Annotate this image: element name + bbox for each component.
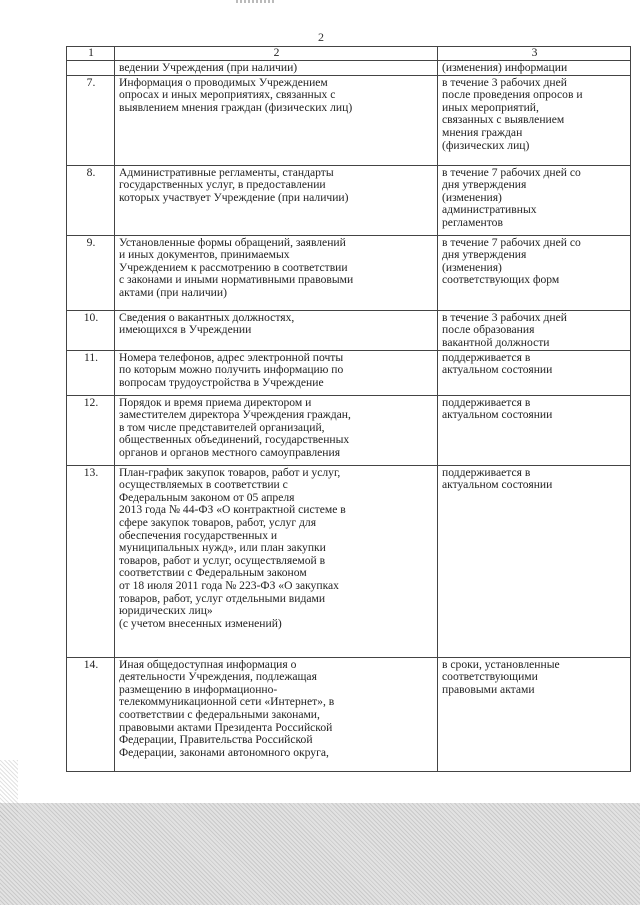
row-deadline-text: поддерживается в актуальном состоянии: [442, 395, 553, 422]
row-info-text: План-график закупок товаров, работ и услуг, осуществляемых в соответствии с Федеральным законом от 05 апреля 2013 года № 44-ФЗ «О контрактной системе в сфере закупок товаров, работ, услуг для обеспечения государственных и муниципальных нужд», или план закупки товаров, работ и услуг, осуществляемой в соответствии с Федеральным законом от 18 июля 2011 года № 223-ФЗ «О закупках товаров, работ, услуг отдельными видами юридических лиц» (с учетом внесенных изменений): [119, 465, 346, 630]
row-info: [115, 235, 438, 310]
row-number: 9.: [67, 235, 115, 310]
row-number: 8.: [67, 165, 115, 235]
row-deadline: [438, 350, 631, 395]
information-table: [66, 46, 631, 772]
row-deadline: [438, 310, 631, 350]
row-deadline: [438, 235, 631, 310]
table-row: [67, 75, 631, 165]
row-deadline-text: поддерживается в актуальном состоянии: [442, 350, 553, 377]
row-number: 13.: [67, 465, 115, 657]
table-row: [67, 310, 631, 350]
row-info: [115, 75, 438, 165]
row-info-text: Информация о проводимых Учреждением опросах и иных мероприятиях, связанных с выявлением мнения граждан (физических лиц): [119, 75, 353, 114]
row-deadline-text: поддерживается в актуальном состоянии: [442, 465, 553, 492]
scan-artifact-bottom: [0, 803, 640, 905]
row-info: [115, 310, 438, 350]
row-deadline-text: в сроки, установленные соответствующими правовыми актами: [442, 657, 560, 696]
row-number: 12.: [67, 395, 115, 465]
row-deadline: [438, 657, 631, 771]
row-info: [115, 350, 438, 395]
row-number: 11.: [67, 350, 115, 395]
table-row: [67, 465, 631, 657]
row-deadline-text: в течение 3 рабочих дней после проведения опросов и иных мероприятий, связанных с выявлением мнения граждан (физических лиц): [442, 75, 583, 152]
header-col-3: 3: [438, 47, 631, 61]
row-info: [115, 61, 438, 76]
row-info-text: ведении Учреждения (при наличии): [119, 61, 298, 74]
row-info-text: Административные регламенты, стандарты государственных услуг, в предоставлении которых участвует Учреждение (при наличии): [119, 165, 349, 204]
table-row: [67, 350, 631, 395]
row-info-text: Номера телефонов, адрес электронной почты по которым можно получить информацию по вопросам трудоустройства в Учреждение: [119, 350, 344, 389]
row-number: 7.: [67, 75, 115, 165]
header-col-1: 1: [67, 47, 115, 61]
row-deadline-text: (изменения) информации: [442, 61, 568, 74]
row-deadline-text: в течение 7 рабочих дней со дня утверждения (изменения) соответствующих форм: [442, 235, 581, 287]
row-info: [115, 165, 438, 235]
row-deadline: [438, 395, 631, 465]
row-info-text: Установленные формы обращений, заявлений и иных документов, принимаемых Учреждением к рассмотрению в соответствии с законами и иными нормативными правовыми актами (при наличии): [119, 235, 354, 299]
row-number: [67, 61, 115, 76]
scan-artifact-top: [236, 0, 276, 3]
table-header-row: [67, 47, 631, 61]
page-number: 2: [318, 30, 324, 44]
row-info-text: Сведения о вакантных должностях, имеющихся в Учреждении: [119, 310, 295, 337]
row-deadline: [438, 465, 631, 657]
row-info: [115, 657, 438, 771]
row-deadline: [438, 165, 631, 235]
row-info-text: Порядок и время приема директором и заместителем директора Учреждения граждан, в том числе представителей организаций, общественных объединений, государственных органов и органов местного самоуправления: [119, 395, 351, 459]
row-deadline: [438, 61, 631, 76]
row-number: 10.: [67, 310, 115, 350]
row-info: [115, 395, 438, 465]
row-deadline-text: в течение 7 рабочих дней со дня утверждения (изменения) административных регламентов: [442, 165, 581, 229]
row-info-text: Иная общедоступная информация о деятельности Учреждения, подлежащая размещению в информационно- телекоммуникационной сети «Интернет», в соответствии с федеральными законами, правовыми актами Президента Российской Федерации, Правительства Российской Федерации, законами автономного округа,: [119, 657, 335, 759]
table-row: [67, 395, 631, 465]
table-row: [67, 61, 631, 76]
row-number: 14.: [67, 657, 115, 771]
table-row: [67, 165, 631, 235]
row-info: [115, 465, 438, 657]
row-deadline: [438, 75, 631, 165]
row-deadline-text: в течение 3 рабочих дней после образования вакантной должности: [442, 310, 567, 349]
header-col-2: 2: [115, 47, 438, 61]
table-row: [67, 235, 631, 310]
table-row: [67, 657, 631, 771]
